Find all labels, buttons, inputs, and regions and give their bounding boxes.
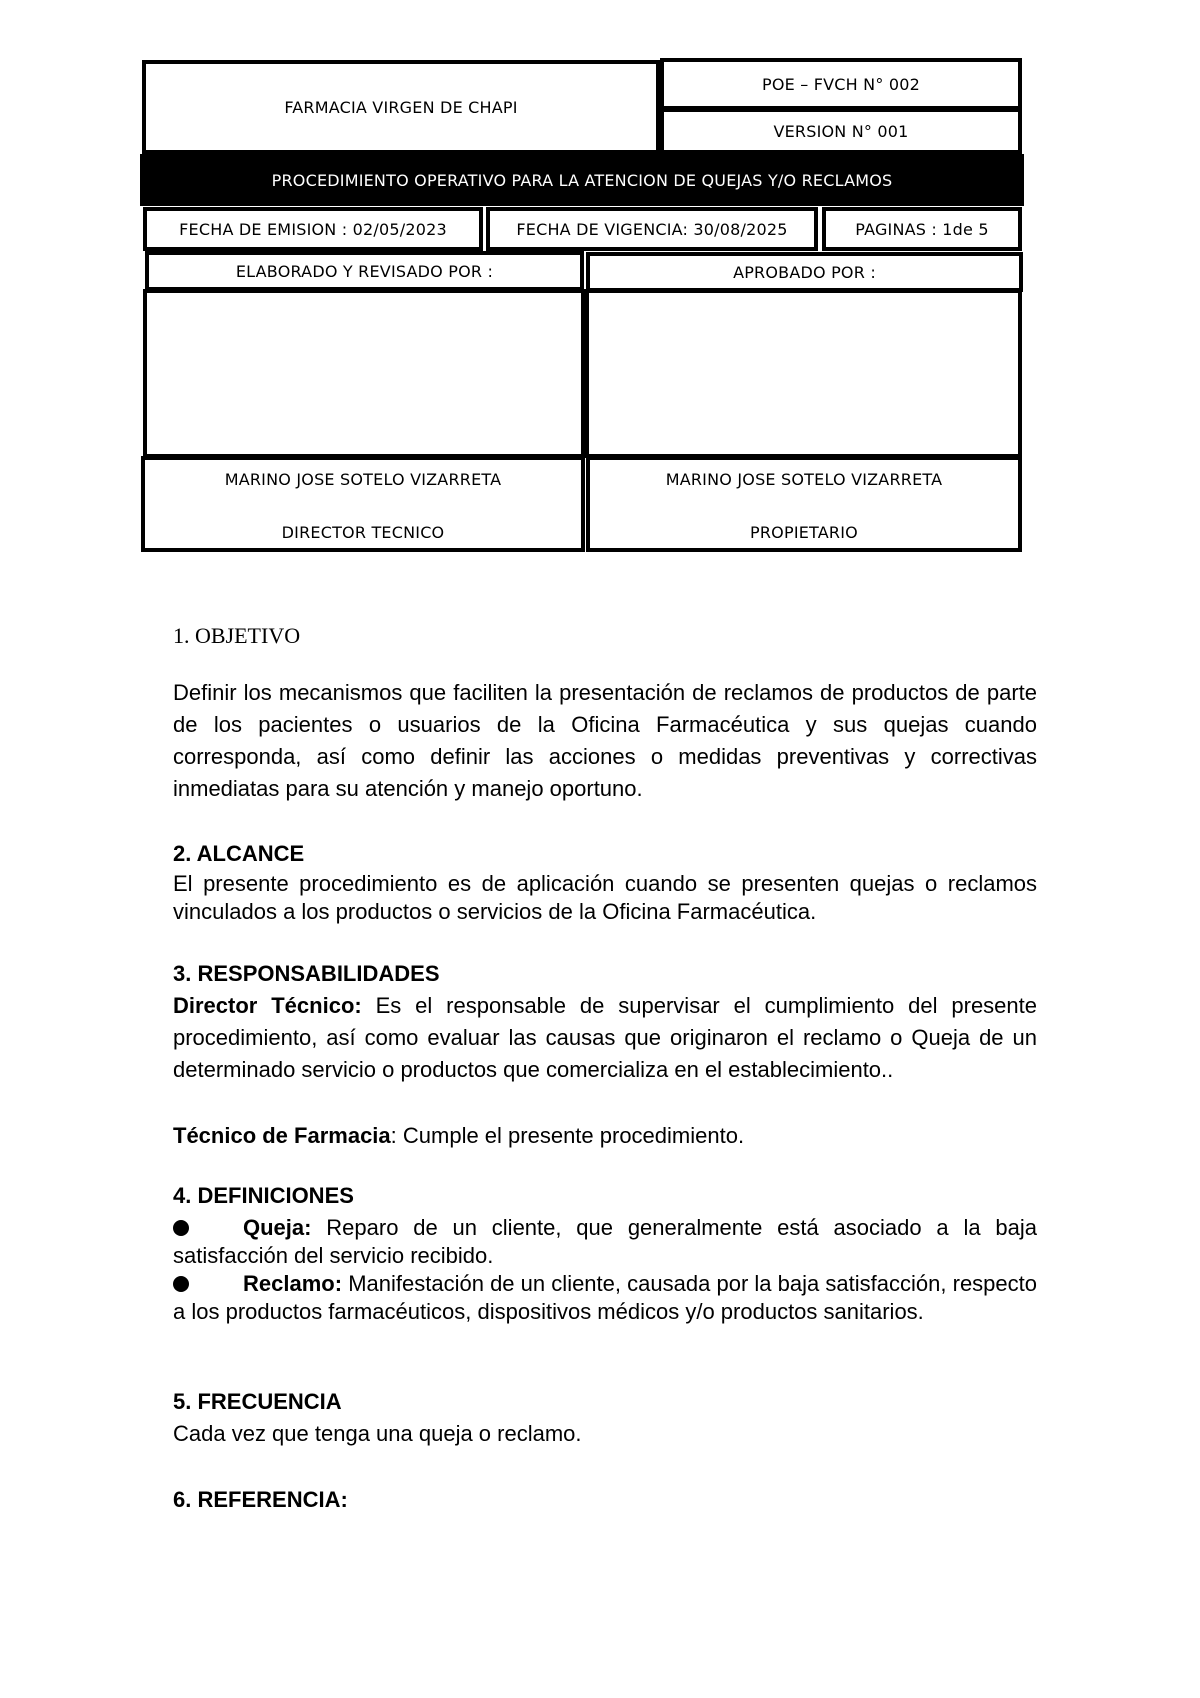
tecnico-text: : Cumple el presente procedimiento.	[390, 1123, 745, 1148]
frecuencia-text: Cada vez que tenga una queja o reclamo.	[173, 1421, 582, 1446]
approved-role: PROPIETARIO	[750, 523, 858, 542]
approved-label: APROBADO POR :	[733, 262, 876, 282]
objetivo-title: 1. OBJETIVO	[173, 623, 301, 648]
prepared-by-cell	[141, 456, 585, 552]
definiciones-title: 4. DEFINICIONES	[173, 1183, 354, 1208]
procedure-title-bar	[140, 154, 1024, 206]
director-label: Director Técnico:	[173, 993, 362, 1018]
approved-label-cell	[586, 252, 1023, 292]
procedure-title: PROCEDIMIENTO OPERATIVO PARA LA ATENCION DE QUEJAS Y/O RECLAMOS	[271, 170, 893, 190]
bullet-icon	[173, 1276, 189, 1292]
queja-definition	[173, 1214, 1037, 1270]
company-name: FARMACIA VIRGEN DE CHAPI	[284, 97, 518, 117]
frecuencia-title: 5. FRECUENCIA	[173, 1389, 342, 1414]
reclamo-definition	[173, 1270, 1037, 1326]
approved-name: MARINO JOSE SOTELO VIZARRETA	[665, 470, 943, 489]
queja-text: Reparo de un cliente, que generalmente está asociado a la baja satisfacción del servicio recibido.	[173, 1215, 1037, 1268]
referencia-title: 6. REFERENCIA:	[173, 1487, 348, 1512]
director-text: Es el responsable de supervisar el cumplimiento del presente procedimiento, así como evaluar las causas que originaron el reclamo o Queja de un determinado servicio o productos que comercializa en el establecimiento..	[173, 993, 1038, 1082]
emission-date-cell	[143, 207, 483, 251]
version-cell	[660, 108, 1022, 154]
prepared-signature-cell	[143, 289, 585, 458]
version: VERSION N° 001	[773, 121, 909, 141]
document-code: POE – FVCH N° 002	[762, 74, 920, 94]
bullet-icon	[173, 1220, 189, 1236]
pages: PAGINAS : 1de 5	[855, 219, 989, 239]
validity-date: FECHA DE VIGENCIA: 30/08/2025	[516, 219, 788, 239]
validity-date-cell	[486, 207, 818, 251]
approved-by-cell	[586, 456, 1022, 552]
emission-date: FECHA DE EMISION : 02/05/2023	[179, 219, 447, 239]
alcance-title: 2. ALCANCE	[173, 841, 305, 866]
director-responsibility	[173, 990, 1037, 1086]
document-code-cell	[660, 58, 1022, 110]
tecnico-label: Técnico de Farmacia	[173, 1123, 391, 1148]
objetivo-text: Definir los mecanismos que faciliten la presentación de reclamos de productos de parte de los pacientes o usuarios de la Oficina Farmacéutica y sus quejas cuando corresponda, así como definir las acciones o medidas preventivas y correctivas inmediatas para su atención y manejo oportuno.	[173, 680, 1037, 801]
approved-signature-cell	[585, 289, 1022, 458]
prepared-label: ELABORADO Y REVISADO POR :	[235, 261, 494, 281]
prepared-role: DIRECTOR TECNICO	[281, 523, 445, 542]
company-name-cell	[142, 60, 660, 154]
reclamo-text: Manifestación de un cliente, causada por la baja satisfacción, respecto a los productos farmacéuticos, dispositivos médicos y/o productos sanitarios.	[173, 1271, 1037, 1324]
queja-label: Queja:	[243, 1215, 312, 1240]
responsabilidades-title: 3. RESPONSABILIDADES	[173, 961, 440, 986]
prepared-name: MARINO JOSE SOTELO VIZARRETA	[224, 470, 502, 489]
tecnico-responsibility	[173, 1120, 1037, 1152]
alcance-text: El presente procedimiento es de aplicación cuando se presenten quejas o reclamos vinculados a los productos o servicios de la Oficina Farmacéutica.	[173, 871, 1037, 924]
pages-cell	[822, 207, 1022, 251]
reclamo-label: Reclamo:	[243, 1271, 343, 1296]
prepared-label-cell	[145, 251, 584, 291]
